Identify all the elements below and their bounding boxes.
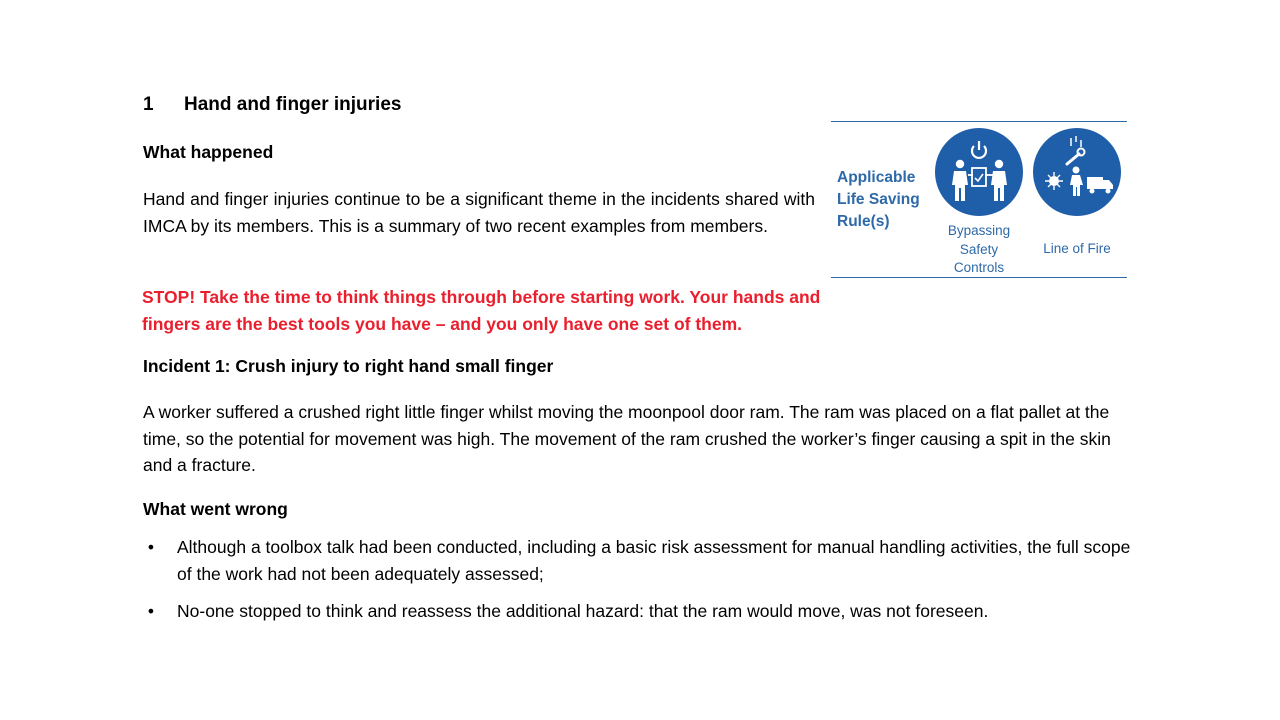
caption-line: Controls [953,260,1005,275]
stop-message: STOP! Take the time to think things through before starting work. Your hands and fingers are the best tools you have – and you only have one set of them. [142,287,821,334]
section-heading [143,94,401,116]
rules-label-line: Rule(s) [837,213,890,230]
bullet-icon: • [147,601,155,621]
rules-label [837,167,920,233]
bullet-icon: • [147,537,155,557]
line-of-fire-icon [1033,128,1121,216]
what-went-wrong-heading: What went wrong [143,499,288,519]
incident-1-heading: Incident 1: Crush injury to right hand small finger [143,356,554,376]
bypassing-safety-controls-caption [935,222,1023,278]
rules-label-line: Applicable [837,169,916,186]
list-item-text: No-one stopped to think and reassess the additional hazard: that the ram would move, was not foreseen. [177,601,989,621]
line-of-fire-caption: Line of Fire [1043,241,1111,256]
list-item [143,598,1133,625]
rules-label-line: Life Saving [837,191,920,208]
what-went-wrong-list [143,534,1133,625]
caption-line: Bypassing [947,223,1011,238]
list-item-text: Although a toolbox talk had been conducted, including a basic risk assessment for manual handling activities, the full scope of the work had not been adequately assessed; [177,537,1131,584]
list-item [143,534,1133,587]
incident-1-paragraph: A worker suffered a crushed right little finger whilst moving the moonpool door ram. The ram was placed on a flat pallet at the time, so the potential for movement was high. The movement of the ram crushed the worker’s finger causing a spit in the skin and a fracture. [143,402,1111,475]
caption-line: Safety [959,241,999,257]
section-title: Hand and finger injuries [184,94,402,115]
bypassing-safety-controls-icon [935,128,1023,216]
what-happened-paragraph: Hand and finger injuries continue to be a significant theme in the incidents shared with IMCA by its members. This is a summary of two recent examples from members. [143,189,815,236]
section-number: 1 [143,94,154,115]
life-saving-rules-box [831,121,1127,278]
what-happened-heading: What happened [143,142,274,162]
